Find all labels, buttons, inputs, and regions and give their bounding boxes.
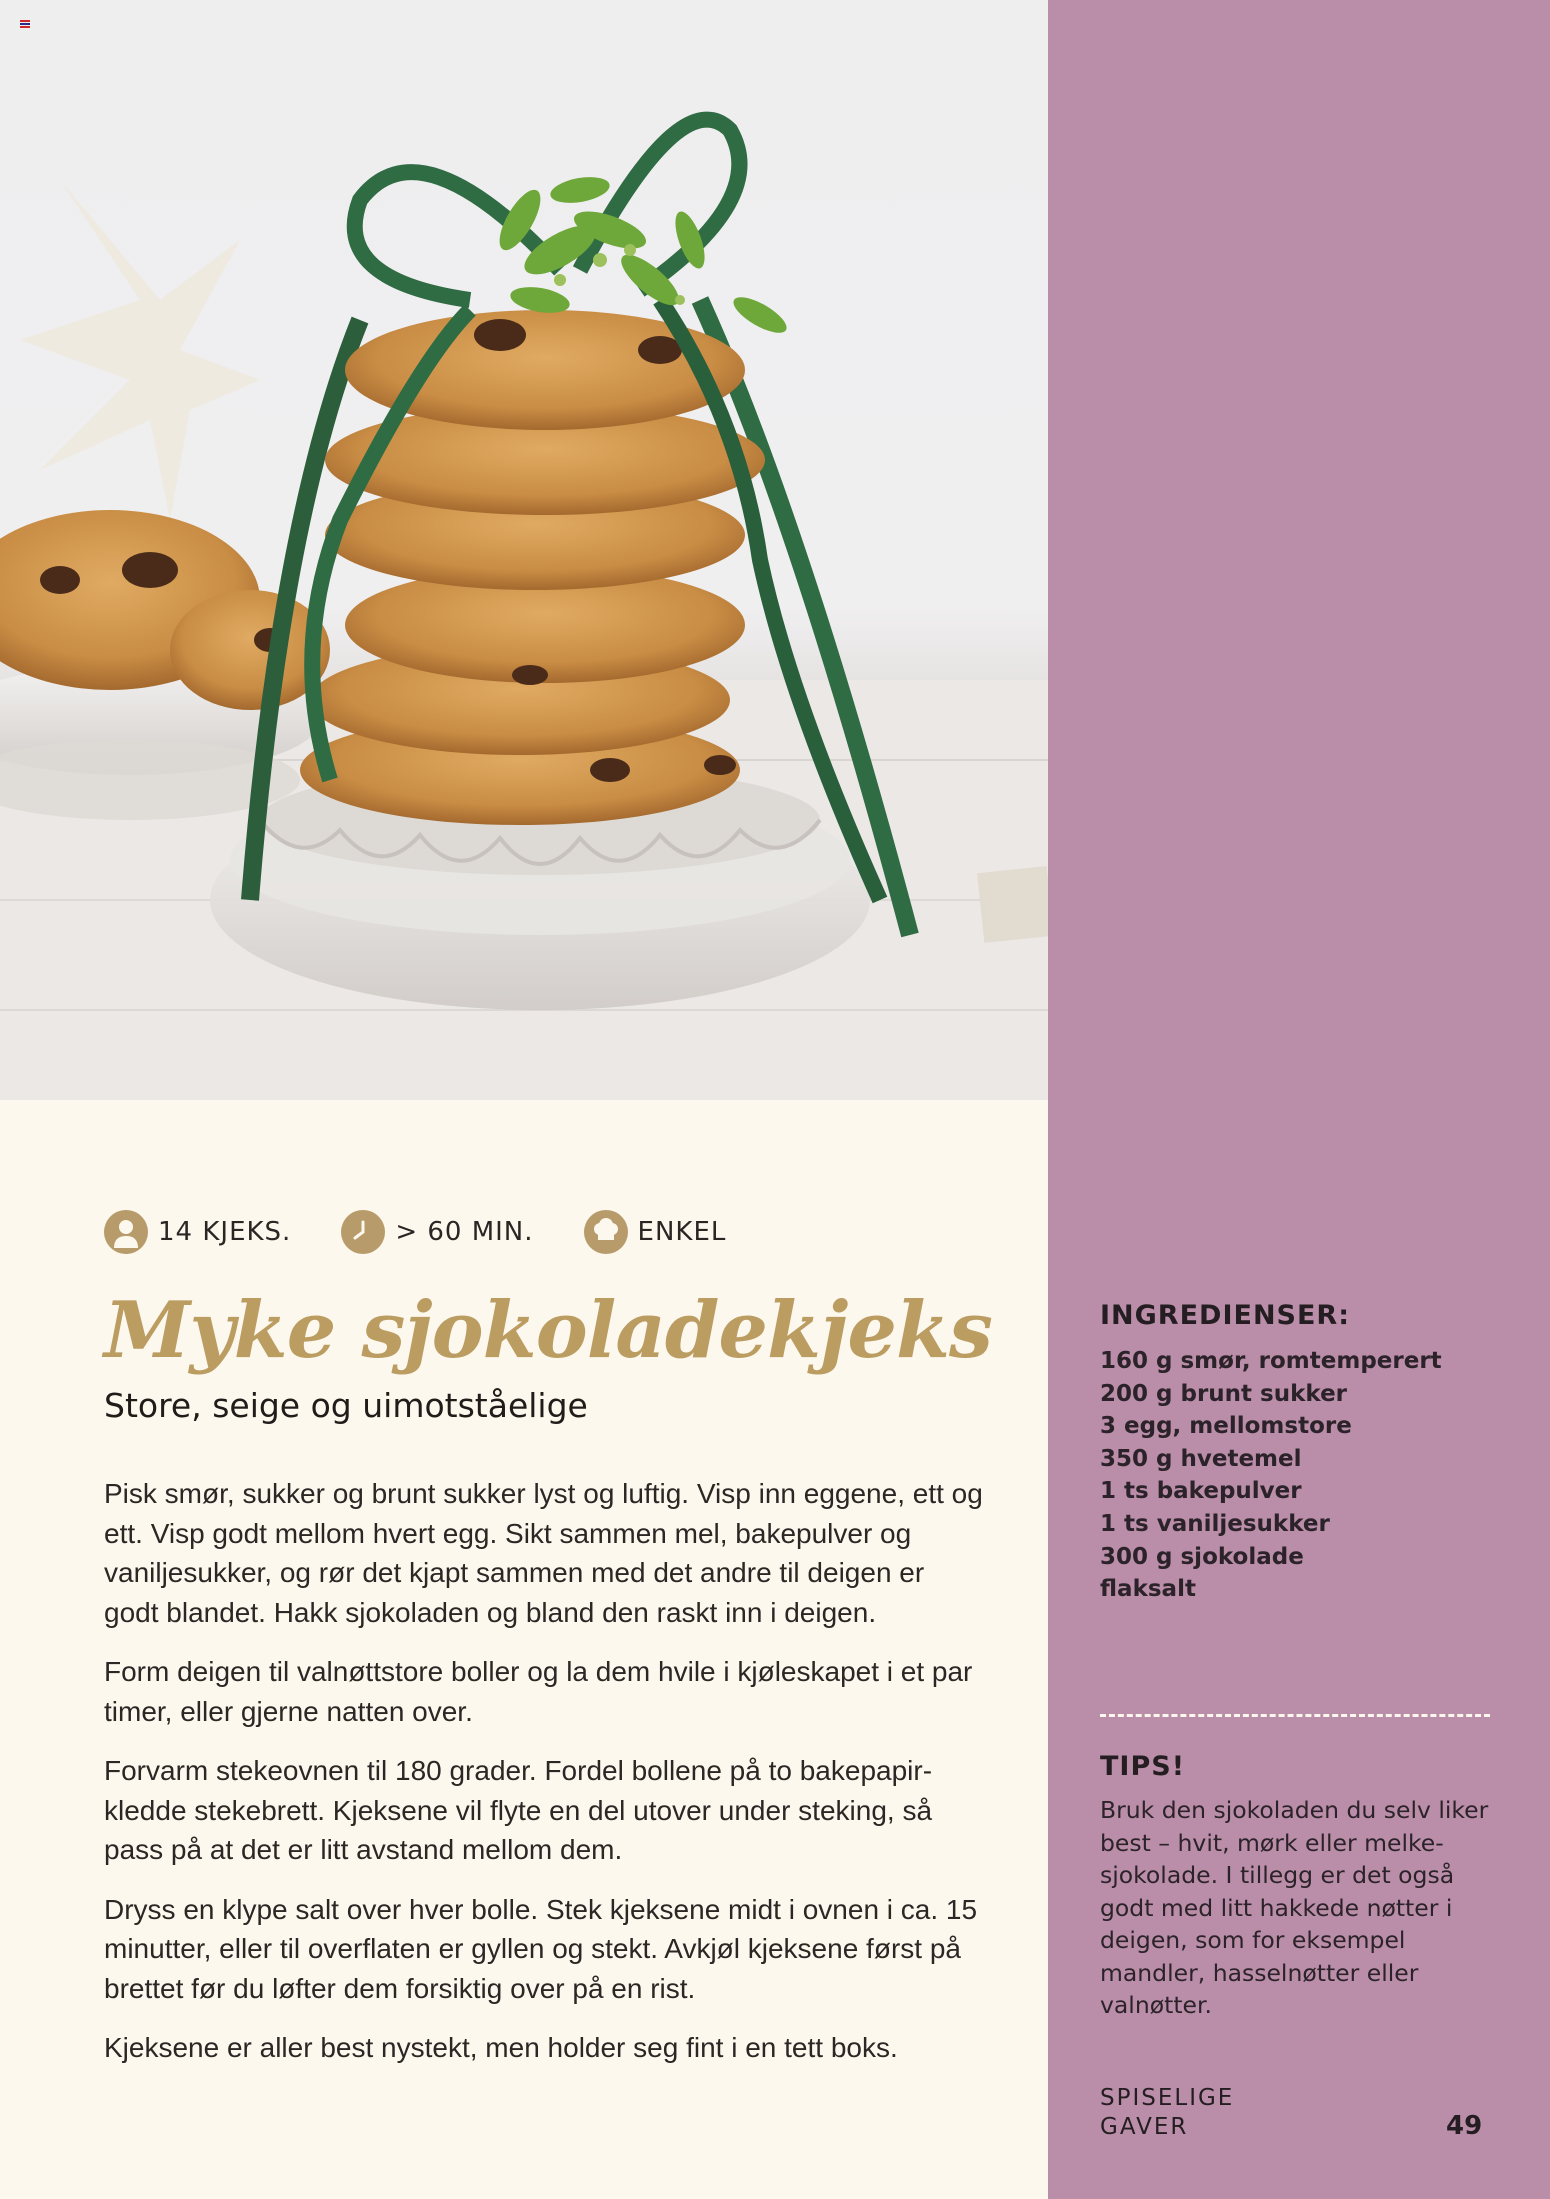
method-paragraph: Dryss en klype salt over hver bolle. Stek kjeksene midt i ovnen i ca. 15 minutter, eller til overflaten er gyllen og stekt. Avkjøl kjeksene først på brettet før du løfter dem forsiktig over på en rist. [104, 1893, 978, 2004]
method-paragraph: Form deigen til valnøttstore boller og la dem hvile i kjøleskapet i et par timer, eller gjerne natten over. [104, 1656, 973, 1727]
ingredients-list [1100, 1345, 1442, 1606]
time-label: > 60 MIN. [395, 1217, 534, 1247]
section-label-line: GAVER [1100, 2114, 1189, 2140]
servings-label: 14 KJEKS. [158, 1217, 292, 1247]
ingredient-item: 350 g hvetemel [1100, 1445, 1302, 1472]
dashed-divider [1100, 1714, 1490, 1717]
method-paragraph: Pisk smør, sukker og brunt sukker lyst og luftig. Visp inn eggene, ett og ett. Visp godt mellom hvert egg. Sikt sammen mel, bakepulver og vaniljesukker, og rør det kjapt sammen med det andre til deigen er godt blandet. Hakk sjokoladen og bland den raskt inn i deigen. [104, 1478, 983, 1628]
person-icon [104, 1210, 148, 1254]
ingredient-item: 1 ts vaniljesukker [1100, 1510, 1330, 1537]
tips-text: Bruk den sjokoladen du selv liker best – hvit, mørk eller melkesjokolade. I tillegg er det også godt med litt hakkede nøtter i deigen, som for eksempel mandler, hasselnøtter eller valnøtter. [1100, 1796, 1489, 2019]
method-paragraph: Forvarm stekeovnen til 180 grader. Fordel bollene på to bakepapirkledde stekebrett. Kjeksene vil flyte en del utover under steking, så pass på at det er litt avstand mellom dem. [104, 1755, 933, 1865]
section-label [1100, 2084, 1234, 2142]
ingredients-heading: INGREDIENSER: [1100, 1300, 1351, 1331]
menu-icon [20, 20, 30, 28]
servings-meta [104, 1210, 291, 1254]
ingredient-item: 1 ts bakepulver [1100, 1478, 1302, 1505]
tips-heading: TIPS! [1100, 1751, 1186, 1782]
difficulty-meta [584, 1210, 727, 1254]
section-label-line: SPISELIGE [1100, 2085, 1235, 2111]
ingredient-item: 160 g smør, romtemperert [1100, 1348, 1442, 1374]
time-meta [341, 1210, 533, 1254]
clock-icon [341, 1210, 385, 1254]
page-number: 49 [1446, 2111, 1483, 2141]
recipe-meta-row [104, 1210, 776, 1254]
ingredient-item: 3 egg, mellomstore [1100, 1413, 1352, 1440]
chef-hat-icon [584, 1210, 628, 1254]
recipe-subtitle: Store, seige og uimotståelige [104, 1386, 588, 1425]
cookie-stack-photo [0, 0, 1048, 1100]
ingredient-item: flaksalt [1100, 1576, 1196, 1603]
difficulty-label: ENKEL [637, 1217, 727, 1247]
ingredient-item: 200 g brunt sukker [1100, 1380, 1348, 1407]
cookie-photo-illustration [0, 0, 1048, 1100]
method-paragraph: Kjeksene er aller best nystekt, men holder seg fint i en tett boks. [104, 2032, 898, 2063]
ingredient-item: 300 g sjokolade [1100, 1543, 1304, 1570]
method-text [104, 1474, 984, 2088]
recipe-title: Myke sjokoladekjeks [104, 1285, 992, 1376]
